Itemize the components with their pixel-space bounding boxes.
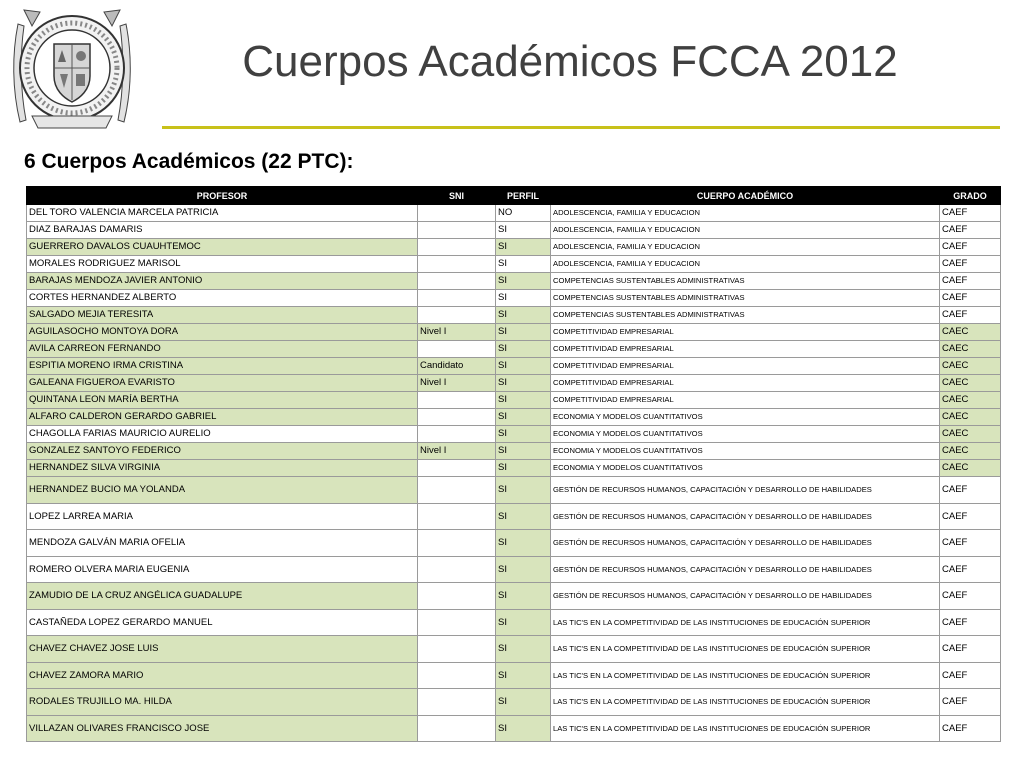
cell-sni bbox=[418, 460, 496, 477]
cell-sni bbox=[418, 341, 496, 358]
cell-profesor: ALFARO CALDERON GERARDO GABRIEL bbox=[27, 409, 418, 426]
table-row bbox=[27, 477, 1001, 504]
cell-grado: CAEC bbox=[940, 375, 1001, 392]
table-row bbox=[27, 715, 1001, 742]
cell-sni bbox=[418, 477, 496, 504]
cell-cuerpo-academico: COMPETENCIAS SUSTENTABLES ADMINISTRATIVAS bbox=[551, 273, 940, 290]
cell-sni: Nivel I bbox=[418, 375, 496, 392]
cell-grado: CAEF bbox=[940, 477, 1001, 504]
cell-profesor: ESPITIA MORENO IRMA CRISTINA bbox=[27, 358, 418, 375]
cell-sni bbox=[418, 409, 496, 426]
cell-cuerpo-academico: COMPETITIVIDAD EMPRESARIAL bbox=[551, 358, 940, 375]
cell-sni bbox=[418, 583, 496, 610]
table-row bbox=[27, 324, 1001, 341]
cell-profesor: GUERRERO DAVALOS CUAUHTEMOC bbox=[27, 239, 418, 256]
cell-profesor: SALGADO MEJIA TERESITA bbox=[27, 307, 418, 324]
cell-grado: CAEF bbox=[940, 583, 1001, 610]
table-row bbox=[27, 689, 1001, 716]
cell-profesor: LOPEZ LARREA MARIA bbox=[27, 503, 418, 530]
cell-grado: CAEF bbox=[940, 609, 1001, 636]
table-row bbox=[27, 460, 1001, 477]
cell-profesor: CHAVEZ ZAMORA MARIO bbox=[27, 662, 418, 689]
cell-cuerpo-academico: GESTIÓN DE RECURSOS HUMANOS, CAPACITACIÓN Y DESARROLLO DE HABILIDADES bbox=[551, 477, 940, 504]
column-header-profesor: PROFESOR bbox=[27, 187, 418, 205]
cell-perfil: SI bbox=[496, 307, 551, 324]
cell-perfil: SI bbox=[496, 609, 551, 636]
cell-perfil: SI bbox=[496, 290, 551, 307]
table-row bbox=[27, 222, 1001, 239]
cell-cuerpo-academico: ECONOMIA Y MODELOS CUANTITATIVOS bbox=[551, 426, 940, 443]
cell-profesor: GONZALEZ SANTOYO FEDERICO bbox=[27, 443, 418, 460]
table-row bbox=[27, 636, 1001, 663]
cell-profesor: MORALES RODRIGUEZ MARISOL bbox=[27, 256, 418, 273]
cell-grado: CAEF bbox=[940, 715, 1001, 742]
table-row bbox=[27, 503, 1001, 530]
cell-perfil: SI bbox=[496, 239, 551, 256]
table-row bbox=[27, 273, 1001, 290]
cell-profesor: CHAVEZ CHAVEZ JOSE LUIS bbox=[27, 636, 418, 663]
cell-grado: CAEF bbox=[940, 256, 1001, 273]
cell-cuerpo-academico: ADOLESCENCIA, FAMILIA Y EDUCACION bbox=[551, 239, 940, 256]
cell-cuerpo-academico: ECONOMIA Y MODELOS CUANTITATIVOS bbox=[551, 409, 940, 426]
cell-sni: Candidato bbox=[418, 358, 496, 375]
table-row bbox=[27, 375, 1001, 392]
table-row bbox=[27, 443, 1001, 460]
cell-grado: CAEF bbox=[940, 530, 1001, 557]
cell-profesor: VILLAZAN OLIVARES FRANCISCO JOSE bbox=[27, 715, 418, 742]
cell-profesor: DEL TORO VALENCIA MARCELA PATRICIA bbox=[27, 205, 418, 222]
cell-cuerpo-academico: LAS TIC'S EN LA COMPETITIVIDAD DE LAS INSTITUCIONES DE EDUCACIÓN SUPERIOR bbox=[551, 609, 940, 636]
cell-profesor: QUINTANA LEON MARÍA BERTHA bbox=[27, 392, 418, 409]
cell-sni bbox=[418, 689, 496, 716]
cell-cuerpo-academico: LAS TIC'S EN LA COMPETITIVIDAD DE LAS INSTITUCIONES DE EDUCACIÓN SUPERIOR bbox=[551, 662, 940, 689]
table-row bbox=[27, 341, 1001, 358]
cell-perfil: SI bbox=[496, 636, 551, 663]
cell-cuerpo-academico: COMPETITIVIDAD EMPRESARIAL bbox=[551, 341, 940, 358]
page-title: Cuerpos Académicos FCCA 2012 bbox=[242, 37, 898, 86]
cell-cuerpo-academico: LAS TIC'S EN LA COMPETITIVIDAD DE LAS INSTITUCIONES DE EDUCACIÓN SUPERIOR bbox=[551, 689, 940, 716]
table-row bbox=[27, 583, 1001, 610]
column-header-grado: GRADO bbox=[940, 187, 1001, 205]
cell-perfil: SI bbox=[496, 222, 551, 239]
cell-cuerpo-academico: ECONOMIA Y MODELOS CUANTITATIVOS bbox=[551, 460, 940, 477]
cell-cuerpo-academico: COMPETENCIAS SUSTENTABLES ADMINISTRATIVAS bbox=[551, 307, 940, 324]
cell-cuerpo-academico: COMPETENCIAS SUSTENTABLES ADMINISTRATIVAS bbox=[551, 290, 940, 307]
table-row bbox=[27, 290, 1001, 307]
cell-perfil: SI bbox=[496, 583, 551, 610]
cell-grado: CAEF bbox=[940, 503, 1001, 530]
cell-grado: CAEF bbox=[940, 307, 1001, 324]
cell-grado: CAEF bbox=[940, 205, 1001, 222]
cell-profesor: CORTES HERNANDEZ ALBERTO bbox=[27, 290, 418, 307]
cell-profesor: AVILA CARREON FERNANDO bbox=[27, 341, 418, 358]
section-subtitle: 6 Cuerpos Académicos (22 PTC): bbox=[24, 150, 354, 173]
cell-cuerpo-academico: GESTIÓN DE RECURSOS HUMANOS, CAPACITACIÓN Y DESARROLLO DE HABILIDADES bbox=[551, 503, 940, 530]
cell-profesor: AGUILASOCHO MONTOYA DORA bbox=[27, 324, 418, 341]
cell-perfil: SI bbox=[496, 443, 551, 460]
cell-grado: CAEF bbox=[940, 689, 1001, 716]
table-row bbox=[27, 409, 1001, 426]
cell-profesor: DIAZ BARAJAS DAMARIS bbox=[27, 222, 418, 239]
cell-sni bbox=[418, 307, 496, 324]
cell-grado: CAEC bbox=[940, 358, 1001, 375]
cell-grado: CAEF bbox=[940, 636, 1001, 663]
cell-cuerpo-academico: ADOLESCENCIA, FAMILIA Y EDUCACION bbox=[551, 205, 940, 222]
cell-perfil: SI bbox=[496, 556, 551, 583]
table-row bbox=[27, 662, 1001, 689]
table-row bbox=[27, 426, 1001, 443]
table-row bbox=[27, 530, 1001, 557]
table-row bbox=[27, 256, 1001, 273]
academic-bodies-table bbox=[26, 186, 1001, 742]
cell-cuerpo-academico: ADOLESCENCIA, FAMILIA Y EDUCACION bbox=[551, 222, 940, 239]
cell-cuerpo-academico: GESTIÓN DE RECURSOS HUMANOS, CAPACITACIÓN Y DESARROLLO DE HABILIDADES bbox=[551, 556, 940, 583]
cell-sni bbox=[418, 426, 496, 443]
cell-perfil: SI bbox=[496, 341, 551, 358]
cell-sni bbox=[418, 290, 496, 307]
cell-perfil: SI bbox=[496, 689, 551, 716]
cell-perfil: SI bbox=[496, 426, 551, 443]
cell-grado: CAEF bbox=[940, 222, 1001, 239]
cell-grado: CAEC bbox=[940, 324, 1001, 341]
cell-sni bbox=[418, 530, 496, 557]
cell-grado: CAEF bbox=[940, 273, 1001, 290]
cell-perfil: SI bbox=[496, 460, 551, 477]
cell-profesor: CASTAÑEDA LOPEZ GERARDO MANUEL bbox=[27, 609, 418, 636]
title-underline-divider bbox=[162, 126, 1000, 129]
cell-profesor: GALEANA FIGUEROA EVARISTO bbox=[27, 375, 418, 392]
cell-sni bbox=[418, 503, 496, 530]
cell-cuerpo-academico: ADOLESCENCIA, FAMILIA Y EDUCACION bbox=[551, 256, 940, 273]
cell-sni bbox=[418, 273, 496, 290]
cell-perfil: SI bbox=[496, 273, 551, 290]
column-header-perfil: PERFIL bbox=[496, 187, 551, 205]
cell-profesor: CHAGOLLA FARIAS MAURICIO AURELIO bbox=[27, 426, 418, 443]
cell-cuerpo-academico: ECONOMIA Y MODELOS CUANTITATIVOS bbox=[551, 443, 940, 460]
table-row bbox=[27, 307, 1001, 324]
cell-profesor: ROMERO OLVERA MARIA EUGENIA bbox=[27, 556, 418, 583]
column-header-sni: SNI bbox=[418, 187, 496, 205]
cell-grado: CAEF bbox=[940, 290, 1001, 307]
university-seal-logo bbox=[10, 4, 134, 134]
cell-cuerpo-academico: GESTIÓN DE RECURSOS HUMANOS, CAPACITACIÓN Y DESARROLLO DE HABILIDADES bbox=[551, 530, 940, 557]
column-header-cuerpo-academico: CUERPO ACADÉMICO bbox=[551, 187, 940, 205]
cell-grado: CAEC bbox=[940, 443, 1001, 460]
cell-sni: Nivel I bbox=[418, 324, 496, 341]
cell-cuerpo-academico: COMPETITIVIDAD EMPRESARIAL bbox=[551, 392, 940, 409]
cell-grado: CAEF bbox=[940, 662, 1001, 689]
cell-grado: CAEC bbox=[940, 460, 1001, 477]
cell-sni bbox=[418, 636, 496, 663]
table-row bbox=[27, 556, 1001, 583]
cell-sni bbox=[418, 256, 496, 273]
cell-perfil: NO bbox=[496, 205, 551, 222]
cell-profesor: HERNANDEZ BUCIO MA YOLANDA bbox=[27, 477, 418, 504]
cell-perfil: SI bbox=[496, 375, 551, 392]
table-row bbox=[27, 392, 1001, 409]
table-row bbox=[27, 205, 1001, 222]
cell-perfil: SI bbox=[496, 662, 551, 689]
cell-perfil: SI bbox=[496, 358, 551, 375]
cell-grado: CAEC bbox=[940, 341, 1001, 358]
cell-sni bbox=[418, 715, 496, 742]
cell-grado: CAEF bbox=[940, 239, 1001, 256]
table-row bbox=[27, 609, 1001, 636]
cell-perfil: SI bbox=[496, 256, 551, 273]
cell-grado: CAEF bbox=[940, 556, 1001, 583]
cell-cuerpo-academico: LAS TIC'S EN LA COMPETITIVIDAD DE LAS INSTITUCIONES DE EDUCACIÓN SUPERIOR bbox=[551, 715, 940, 742]
cell-sni bbox=[418, 556, 496, 583]
cell-profesor: RODALES TRUJILLO MA. HILDA bbox=[27, 689, 418, 716]
table-row bbox=[27, 239, 1001, 256]
cell-cuerpo-academico: LAS TIC'S EN LA COMPETITIVIDAD DE LAS INSTITUCIONES DE EDUCACIÓN SUPERIOR bbox=[551, 636, 940, 663]
cell-profesor: ZAMUDIO DE LA CRUZ ANGÉLICA GUADALUPE bbox=[27, 583, 418, 610]
cell-sni bbox=[418, 222, 496, 239]
cell-perfil: SI bbox=[496, 715, 551, 742]
cell-perfil: SI bbox=[496, 503, 551, 530]
cell-cuerpo-academico: COMPETITIVIDAD EMPRESARIAL bbox=[551, 375, 940, 392]
cell-sni bbox=[418, 205, 496, 222]
cell-sni bbox=[418, 239, 496, 256]
cell-grado: CAEC bbox=[940, 409, 1001, 426]
cell-sni bbox=[418, 392, 496, 409]
cell-perfil: SI bbox=[496, 530, 551, 557]
cell-grado: CAEC bbox=[940, 392, 1001, 409]
cell-profesor: HERNANDEZ SILVA VIRGINIA bbox=[27, 460, 418, 477]
table-row bbox=[27, 358, 1001, 375]
cell-perfil: SI bbox=[496, 477, 551, 504]
cell-sni bbox=[418, 662, 496, 689]
cell-perfil: SI bbox=[496, 324, 551, 341]
cell-cuerpo-academico: GESTIÓN DE RECURSOS HUMANOS, CAPACITACIÓN Y DESARROLLO DE HABILIDADES bbox=[551, 583, 940, 610]
cell-perfil: SI bbox=[496, 392, 551, 409]
cell-perfil: SI bbox=[496, 409, 551, 426]
cell-sni bbox=[418, 609, 496, 636]
cell-profesor: MENDOZA GALVÁN MARIA OFELIA bbox=[27, 530, 418, 557]
table-header-row bbox=[27, 187, 1001, 205]
cell-profesor: BARAJAS MENDOZA JAVIER ANTONIO bbox=[27, 273, 418, 290]
cell-cuerpo-academico: COMPETITIVIDAD EMPRESARIAL bbox=[551, 324, 940, 341]
cell-grado: CAEC bbox=[940, 426, 1001, 443]
cell-sni: Nivel I bbox=[418, 443, 496, 460]
